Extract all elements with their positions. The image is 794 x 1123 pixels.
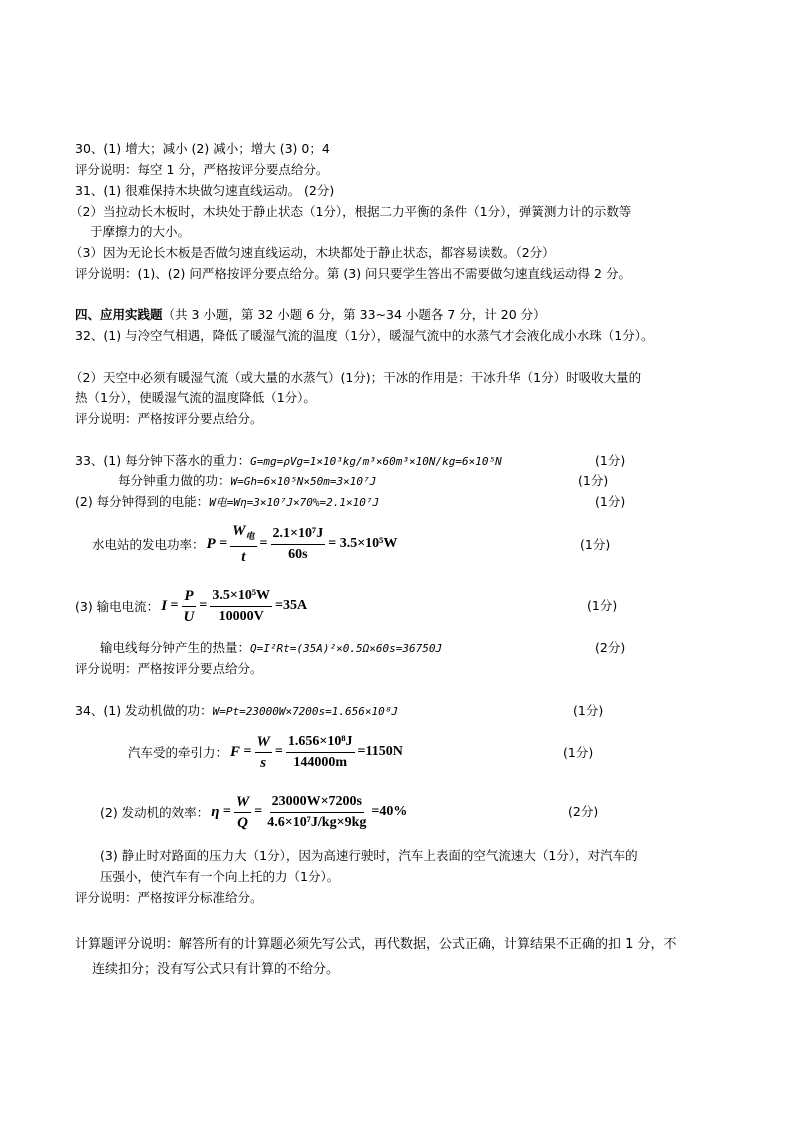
q34-force-lhs: F bbox=[230, 743, 241, 760]
q33-current-value-fraction: $\frac{\text{3.5×10⁵W}}{10000V}$ bbox=[212, 587, 271, 624]
q34-efficiency-lhs: η bbox=[211, 803, 220, 820]
q34-force-score: (1分) bbox=[563, 745, 594, 760]
q34-efficiency-label: (2) 发动机的效率： bbox=[100, 805, 210, 820]
q33-energy-label: (2) 每分钟得到的电能： bbox=[75, 494, 210, 509]
q34-efficiency-result: 40% bbox=[379, 804, 408, 819]
q33-gravity-label: 33、(1) 每分钟下落水的重力： bbox=[75, 453, 251, 468]
q33-heat-score: (2分) bbox=[595, 640, 626, 655]
q34-efficiency-score: (2分) bbox=[568, 804, 599, 819]
q31-part3: （3）因为无论长木板是否做匀速直线运动，木块都处于静止状态，都容易读数。（2分） bbox=[70, 245, 555, 260]
q33-power-equation: 水电站的发电功率： P = $\frac{W_电}{t}$ = $\frac{\text{2.1×10⁷J}}{60s}$ = 3.5×10⁵W bbox=[92, 523, 398, 565]
q34-work-score: (1分) bbox=[573, 703, 604, 718]
q33-work-line bbox=[118, 473, 376, 490]
section-detail: （共 3 小题，第 32 小题 6 分，第 33~34 小题各 7 分，计 20 分） bbox=[162, 307, 546, 322]
q34-work-label: 34、(1) 发动机做的功： bbox=[75, 703, 213, 718]
q34-force-label: 汽车受的牵引力： bbox=[128, 745, 229, 760]
q33-energy-score: (1分) bbox=[595, 494, 626, 509]
q33-current-equation: (3) 输电电流： I = $\frac{P}{U}$ = $\frac{\text{3.5×10⁵W}}{10000V}$ = 35A bbox=[75, 587, 308, 625]
q33-power-label: 水电站的发电功率： bbox=[92, 537, 205, 552]
q33-power-lhs: P bbox=[206, 535, 216, 552]
q34-part3: (3) 静止时对路面的压力大（1分），因为高速行驶时，汽车上表面的空气流速大（1分），对汽车的 bbox=[100, 848, 638, 863]
q34-force-equation: 汽车受的牵引力： F = $\frac{W}{s}$ = $\frac{\text{1.656×10⁸J}}{144000m}$ = 1150N bbox=[128, 733, 403, 771]
q33-gravity-score: (1分) bbox=[595, 453, 626, 468]
q34-efficiency-value-fraction: $\frac{23000W\times 7200s}{\text{4.6×10⁷J/kg×9kg}}$ bbox=[267, 793, 367, 830]
q33-heat-formula: Q=I²Rt=(35A)²×0.5Ω×60s=36750J bbox=[250, 642, 443, 655]
q33-power-value-fraction: $\frac{\text{2.1×10⁷J}}{60s}$ bbox=[272, 525, 324, 562]
q33-current-lhs: I bbox=[161, 597, 168, 614]
q33-work-label: 每分钟重力做的功： bbox=[118, 473, 231, 488]
q33-work-formula: W=Gh=6×10⁵N×50m=3×10⁷J bbox=[230, 475, 377, 488]
q30-scoring-note: 评分说明：每空 1 分，严格按评分要点给分。 bbox=[75, 162, 329, 177]
q34-scoring-note: 评分说明：严格按评分标准给分。 bbox=[75, 890, 263, 905]
q34-efficiency-symbol-fraction: $\frac{W}{Q}$ bbox=[235, 793, 250, 831]
q32-scoring-note: 评分说明：严格按评分要点给分。 bbox=[75, 411, 263, 426]
q31-scoring-note: 评分说明：(1)、(2) 问严格按评分要点给分。第 (3) 问只要学生答出不需要做匀速直线运动得 2 分。 bbox=[75, 266, 631, 281]
q32-part1: 32、(1) 与冷空气相遇，降低了暖湿气流的温度（1分），暖湿气流中的水蒸气才会液化成小水珠（1分）。 bbox=[75, 328, 654, 343]
q34-force-value-fraction: $\frac{\text{1.656×10⁸J}}{144000m}$ bbox=[287, 733, 353, 770]
q34-efficiency-equation: (2) 发动机的效率： η = $\frac{W}{Q}$ = $\frac{23000W\times 7200s}{\text{4.6×10⁷J/kg×9kg}}$ = 40% bbox=[100, 793, 408, 831]
q30-answer: 30、(1) 增大；减小 (2) 减小；增大 (3) 0；4 bbox=[75, 141, 330, 156]
q34-force-result: 1150N bbox=[365, 744, 403, 759]
q33-energy-line bbox=[75, 494, 379, 511]
q34-work-line bbox=[75, 703, 398, 720]
q33-work-score: (1分) bbox=[578, 473, 609, 488]
q33-current-symbol-fraction: $\frac{P}{U}$ bbox=[183, 587, 195, 625]
q33-power-score: (1分) bbox=[580, 537, 611, 552]
section-heading bbox=[75, 307, 546, 323]
calc-scoring-note: 计算题评分说明：解答所有的计算题必须先写公式，再代数据，公式正确，计算结果不正确的扣 1 分，不 bbox=[75, 937, 677, 952]
q33-power-symbol-fraction: $\frac{W_电}{t}$ bbox=[232, 523, 255, 565]
q32-part2: （2）天空中必须有暖湿气流（或大量的水蒸气）(1分)；干冰的作用是：干冰升华（1分）时吸收大量的 bbox=[70, 370, 642, 385]
q33-current-label: (3) 输电电流： bbox=[75, 599, 160, 614]
q31-part2: （2）当拉动长木板时，木块处于静止状态（1分），根据二力平衡的条件（1分），弹簧测力计的示数等 bbox=[70, 204, 632, 219]
q31-part2-cont: 于摩擦力的大小。 bbox=[90, 224, 191, 239]
calc-scoring-note-cont: 连续扣分；没有写公式只有计算的不给分。 bbox=[92, 962, 340, 977]
q33-scoring-note: 评分说明：严格按评分要点给分。 bbox=[75, 661, 263, 676]
q33-current-result: 35A bbox=[283, 598, 308, 613]
q31-part1: 31、(1) 很难保持木块做匀速直线运动。 (2分) bbox=[75, 183, 335, 198]
q33-current-score: (1分) bbox=[587, 598, 618, 613]
q33-energy-formula: W电=Wη=3×10⁷J×70%=2.1×10⁷J bbox=[209, 496, 380, 509]
q32-part2-cont: 热（1分），使暖湿气流的温度降低（1分）。 bbox=[75, 390, 316, 405]
q34-force-symbol-fraction: $\frac{W}{s}$ bbox=[256, 733, 270, 771]
q33-gravity-line bbox=[75, 453, 502, 470]
q33-gravity-formula: G=mg=ρVg=1×10³kg/m³×60m³×10N/kg=6×10⁵N bbox=[250, 455, 502, 468]
q33-power-result: 3.5×10⁵W bbox=[339, 536, 398, 551]
section-title: 四、应用实践题 bbox=[75, 307, 163, 322]
q34-work-formula: W=Pt=23000W×7200s=1.656×10⁸J bbox=[212, 705, 399, 718]
q33-heat-label: 输电线每分钟产生的热量： bbox=[100, 640, 251, 655]
q34-part3-cont: 压强小，使汽车有一个向上托的力（1分）。 bbox=[100, 869, 340, 884]
q33-heat-line bbox=[100, 640, 442, 657]
